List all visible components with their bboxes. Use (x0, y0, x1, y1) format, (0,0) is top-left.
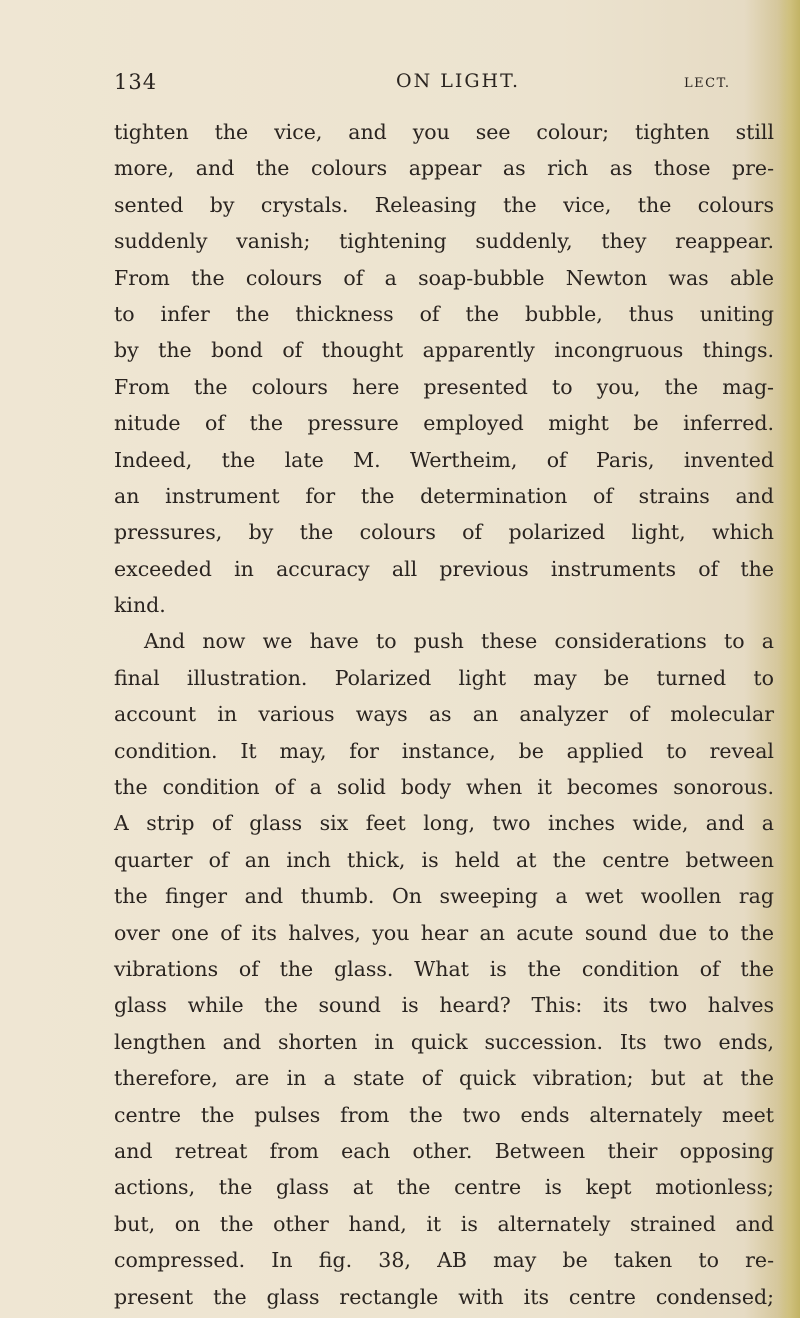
text-line: but, on the other hand, it is alternately strained and (114, 1211, 774, 1236)
text-line: and retreat from each other. Between their opposing (114, 1138, 774, 1163)
text-line: quarter of an inch thick, is held at the centre between (114, 847, 774, 872)
text-line: tighten the vice, and you see colour; tighten still (114, 120, 774, 144)
text-line: A strip of glass six feet long, two inches wide, and a (114, 811, 774, 836)
text-line: pressures, by the colours of polarized light, which (114, 520, 774, 545)
text-line: the finger and thumb. On sweeping a wet woollen rag (114, 884, 774, 909)
text-line: condition. It may, for instance, be applied to reveal (114, 738, 774, 763)
running-title: ON LIGHT. (396, 70, 521, 92)
text-line: an instrument for the determination of strains and (114, 483, 774, 508)
text-line: therefore, are in a state of quick vibration; but at the (114, 1066, 774, 1091)
text-line: suddenly vanish; tightening suddenly, they reappear. (114, 229, 774, 254)
text-line: From the colours of a soap-bubble Newton was able (114, 265, 774, 290)
text-line: Indeed, the late M. Wertheim, of Paris, invented (114, 447, 774, 472)
text-line: by the bond of thought apparently incongruous things. (114, 338, 774, 363)
text-line: nitude of the pressure employed might be inferred. (114, 411, 774, 436)
text-line: over one of its halves, you hear an acute sound due to the (114, 920, 774, 945)
text-line: the condition of a solid body when it becomes sonorous. (114, 775, 774, 800)
text-line: final illustration. Polarized light may be turned to (114, 665, 774, 690)
text-line: exceeded in accuracy all previous instruments of the (114, 556, 774, 581)
page-number: 134 (114, 70, 158, 94)
text-line: present the glass rectangle with its centre condensed; (114, 1284, 774, 1309)
text-line: centre the pulses from the two ends alternately meet (114, 1102, 774, 1127)
text-line: From the colours here presented to you, the mag- (114, 374, 774, 399)
text-line: kind. (114, 593, 166, 618)
text-line: glass while the sound is heard? This: its two halves (114, 993, 774, 1018)
text-line: actions, the glass at the centre is kept motionless; (114, 1175, 774, 1200)
text-line: And now we have to push these considerations to a (144, 629, 774, 654)
text-line: to infer the thickness of the bubble, thus uniting (114, 301, 774, 326)
lecture-tag: LECT. (684, 76, 731, 91)
running-header (114, 70, 774, 110)
text-line: lengthen and shorten in quick succession. Its two ends, (114, 1029, 774, 1054)
text-line: more, and the colours appear as rich as those pre- (114, 156, 774, 181)
text-line: sented by crystals. Releasing the vice, the colours (114, 192, 774, 217)
text-line: vibrations of the glass. What is the condition of the (114, 956, 774, 981)
text-line: account in various ways as an analyzer of molecular (114, 702, 774, 727)
page-edge-shadow (778, 0, 800, 1318)
body-text (114, 114, 774, 1315)
text-line: compressed. In fig. 38, AB may be taken to re- (114, 1248, 774, 1273)
